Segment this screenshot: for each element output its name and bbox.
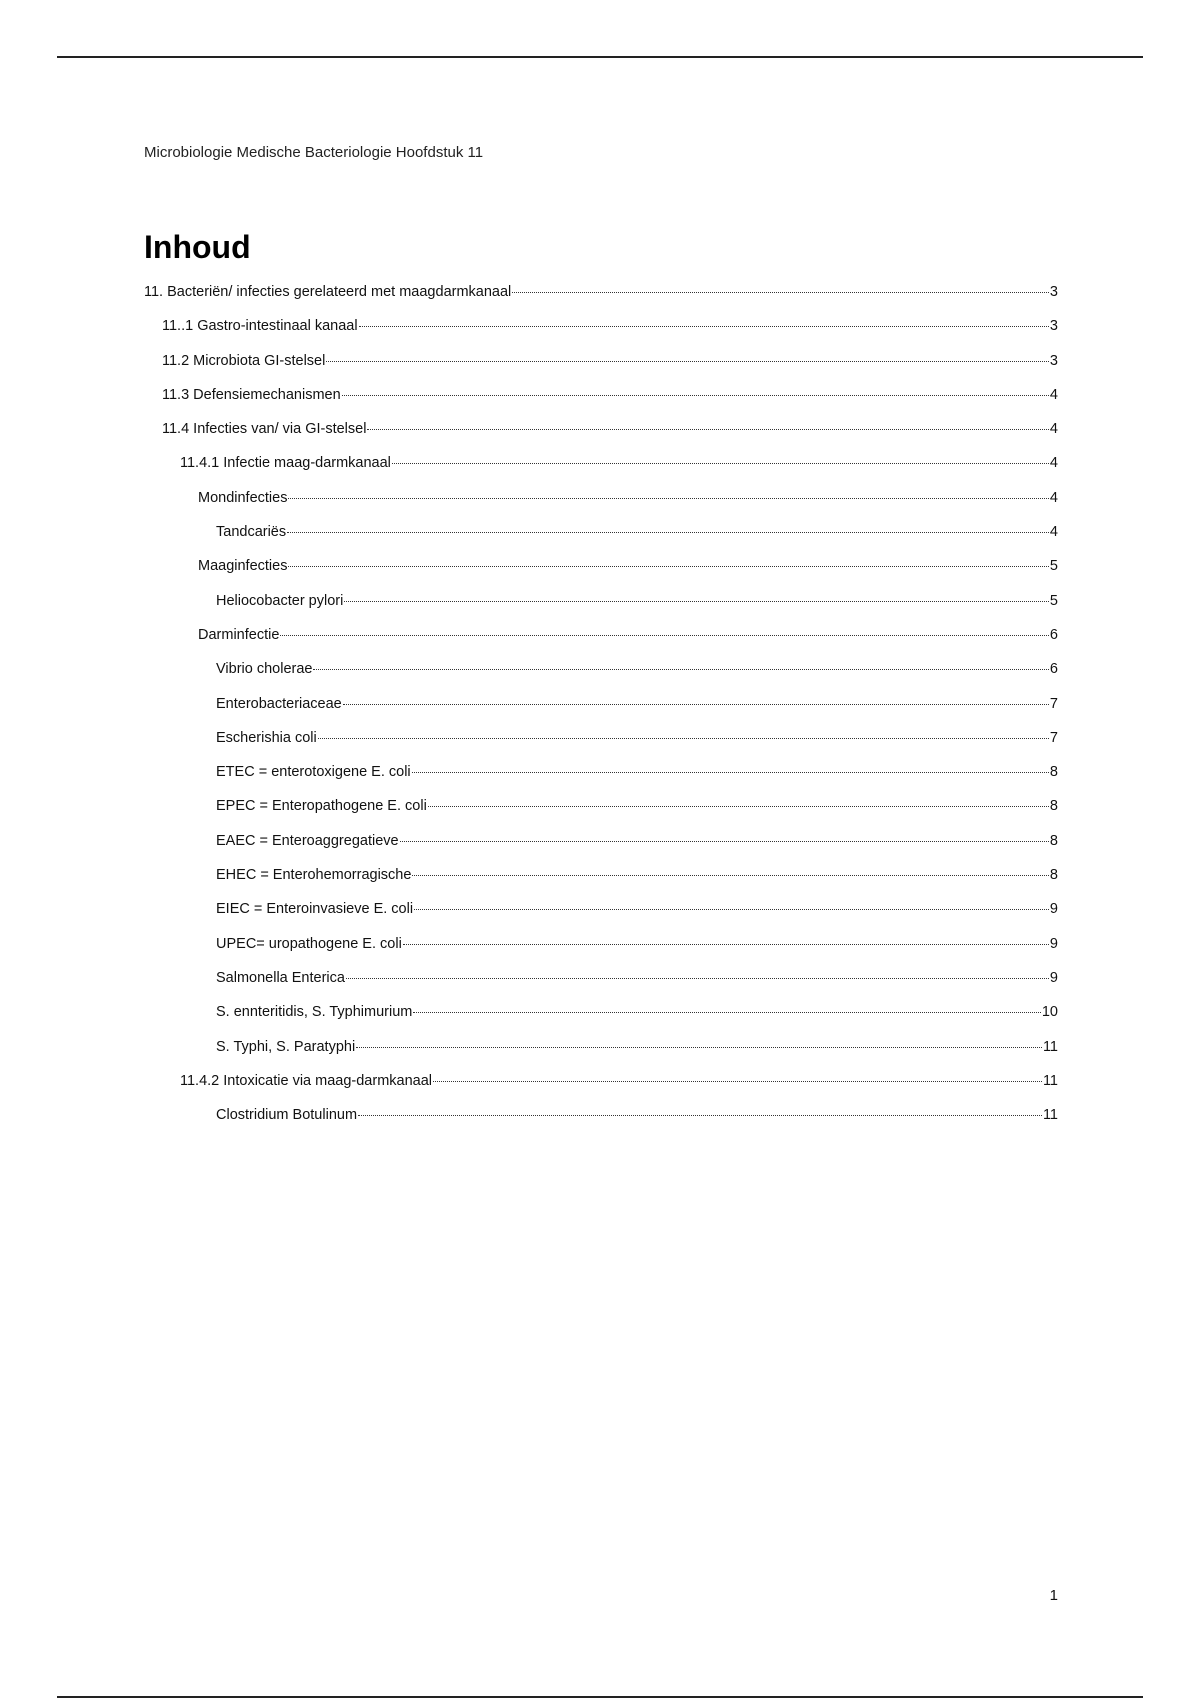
toc-entry[interactable] [144, 558, 1058, 592]
toc-entry-page: 6 [1049, 626, 1058, 643]
toc-entry-text: 11.4.1 Infectie maag-darmkanaal [180, 455, 391, 472]
toc-entry[interactable] [144, 421, 1058, 455]
toc-dot-leader [412, 772, 1049, 773]
toc-entry[interactable] [144, 970, 1058, 1004]
toc-entry[interactable] [144, 627, 1058, 661]
toc-entry[interactable] [144, 798, 1058, 832]
table-of-contents [144, 284, 1058, 1141]
toc-dot-leader [392, 463, 1049, 464]
toc-entry-text: Enterobacteriaceae [216, 695, 342, 712]
toc-entry[interactable] [144, 661, 1058, 695]
toc-entry-page: 9 [1049, 901, 1058, 918]
toc-entry-page: 9 [1049, 969, 1058, 986]
toc-entry-text: 11.4 Infecties van/ via GI-stelsel [162, 421, 367, 438]
toc-entry-page: 10 [1041, 1004, 1058, 1021]
toc-dot-leader [288, 498, 1048, 499]
toc-entry[interactable] [144, 1073, 1058, 1107]
toc-entry[interactable] [144, 455, 1058, 489]
toc-entry-page: 4 [1049, 524, 1058, 541]
toc-entry-page: 8 [1049, 832, 1058, 849]
toc-entry-text: 11..1 Gastro-intestinaal kanaal [162, 318, 358, 335]
toc-entry-page: 8 [1049, 764, 1058, 781]
toc-entry-text: Heliocobacter pylori [216, 592, 344, 609]
toc-dot-leader [412, 875, 1048, 876]
document-header: Microbiologie Medische Bacteriologie Hoofdstuk 11 [144, 144, 484, 161]
toc-entry-page: 9 [1049, 935, 1058, 952]
toc-entry-text: 11.2 Microbiota GI-stelsel [162, 352, 326, 369]
toc-entry-page: 4 [1049, 386, 1058, 403]
toc-entry-page: 5 [1049, 592, 1058, 609]
toc-entry-text: Darminfectie [198, 626, 280, 643]
toc-entry-page: 3 [1049, 318, 1058, 335]
toc-entry-page: 6 [1049, 661, 1058, 678]
page-number: 1 [1049, 1587, 1058, 1604]
toc-dot-leader [428, 806, 1049, 807]
toc-dot-leader [403, 944, 1049, 945]
toc-entry-text: S. Typhi, S. Paratyphi [216, 1038, 356, 1055]
toc-entry[interactable] [144, 901, 1058, 935]
toc-entry-page: 11 [1042, 1107, 1058, 1124]
toc-entry-page: 8 [1049, 798, 1058, 815]
toc-entry-page: 5 [1049, 558, 1058, 575]
toc-dot-leader [287, 532, 1049, 533]
toc-entry-text: 11.3 Defensiemechanismen [162, 386, 341, 403]
toc-dot-leader [512, 292, 1049, 293]
toc-entry-text: ETEC = enterotoxigene E. coli [216, 764, 411, 781]
toc-dot-leader [413, 1012, 1040, 1013]
toc-entry-page: 4 [1049, 421, 1058, 438]
toc-entry-page: 4 [1049, 489, 1058, 506]
toc-dot-leader [400, 841, 1049, 842]
toc-entry[interactable] [144, 1107, 1058, 1141]
toc-dot-leader [367, 429, 1048, 430]
toc-entry[interactable] [144, 593, 1058, 627]
toc-entry[interactable] [144, 867, 1058, 901]
toc-dot-leader [414, 909, 1049, 910]
toc-entry-text: 11. Bacteriën/ infecties gerelateerd met maagdarmkanaal [144, 284, 512, 300]
toc-entry[interactable] [144, 833, 1058, 867]
toc-dot-leader [359, 326, 1049, 327]
toc-dot-leader [342, 395, 1049, 396]
toc-entry[interactable] [144, 1039, 1058, 1073]
toc-entry[interactable] [144, 387, 1058, 421]
toc-dot-leader [280, 635, 1049, 636]
toc-entry-page: 3 [1049, 284, 1058, 300]
toc-entry-text: UPEC= uropathogene E. coli [216, 935, 402, 952]
toc-title: Inhoud [144, 229, 251, 265]
toc-dot-leader [343, 704, 1049, 705]
toc-entry[interactable] [144, 284, 1058, 318]
toc-entry-text: EAEC = Enteroaggregatieve [216, 832, 399, 849]
toc-entry[interactable] [144, 490, 1058, 524]
toc-dot-leader [433, 1081, 1042, 1082]
toc-entry-text: Vibrio cholerae [216, 661, 313, 678]
toc-dot-leader [344, 601, 1049, 602]
toc-entry-text: EHEC = Enterohemorragische [216, 867, 412, 884]
toc-entry-text: 11.4.2 Intoxicatie via maag-darmkanaal [180, 1072, 433, 1089]
toc-entry-text: S. ennteritidis, S. Typhimurium [216, 1004, 413, 1021]
toc-dot-leader [313, 669, 1048, 670]
toc-entry[interactable] [144, 318, 1058, 352]
toc-entry-text: Salmonella Enterica [216, 969, 345, 986]
toc-entry-text: Mondinfecties [198, 489, 288, 506]
toc-entry-page: 7 [1049, 695, 1058, 712]
toc-entry[interactable] [144, 730, 1058, 764]
toc-entry[interactable] [144, 696, 1058, 730]
toc-dot-leader [356, 1047, 1042, 1048]
toc-entry[interactable] [144, 353, 1058, 387]
toc-entry-text: EPEC = Enteropathogene E. coli [216, 798, 427, 815]
toc-dot-leader [326, 361, 1049, 362]
toc-dot-leader [288, 566, 1048, 567]
top-rule [57, 56, 1143, 58]
toc-entry-text: Clostridium Botulinum [216, 1107, 358, 1124]
toc-entry-page: 11 [1042, 1038, 1058, 1055]
toc-dot-leader [358, 1115, 1042, 1116]
bottom-rule [57, 1696, 1143, 1698]
toc-entry[interactable] [144, 936, 1058, 970]
toc-entry-text: Tandcariës [216, 524, 287, 541]
toc-entry-text: Maaginfecties [198, 558, 288, 575]
toc-entry-page: 11 [1042, 1072, 1058, 1089]
toc-entry-page: 8 [1049, 867, 1058, 884]
toc-entry-text: Escherishia coli [216, 729, 317, 746]
toc-entry[interactable] [144, 1004, 1058, 1038]
toc-dot-leader [318, 738, 1049, 739]
toc-dot-leader [346, 978, 1049, 979]
toc-entry[interactable] [144, 764, 1058, 798]
toc-entry-page: 7 [1049, 729, 1058, 746]
toc-entry[interactable] [144, 524, 1058, 558]
toc-entry-page: 3 [1049, 352, 1058, 369]
toc-entry-text: EIEC = Enteroinvasieve E. coli [216, 901, 414, 918]
toc-entry-page: 4 [1049, 455, 1058, 472]
